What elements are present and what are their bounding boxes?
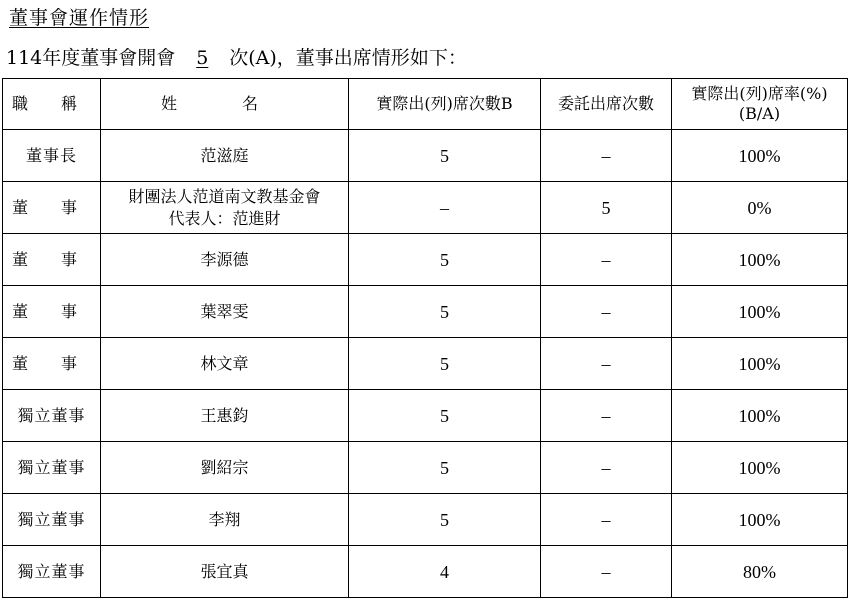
table-row <box>3 130 848 182</box>
cell-name <box>101 286 349 338</box>
cell-proxy-attendance: – <box>541 494 672 546</box>
cell-attendance-rate: 100% <box>672 390 848 442</box>
cell-name-line1: 王惠鈞 <box>200 405 249 425</box>
cell-title: 董事長 <box>3 130 101 182</box>
cell-attendance-rate: 0% <box>672 182 848 234</box>
table-row <box>3 286 848 338</box>
cell-proxy-attendance: – <box>541 442 672 494</box>
meeting-summary-suffix: 次(A)，董事出席情形如下： <box>229 47 467 69</box>
cell-actual-attendance: 4 <box>349 546 541 598</box>
cell-actual-attendance: 5 <box>349 390 541 442</box>
header-proxy-attendance: 委託出席次數 <box>541 79 672 130</box>
table-row <box>3 546 848 598</box>
table-row <box>3 390 848 442</box>
cell-proxy-attendance: – <box>541 546 672 598</box>
cell-name-line1: 葉翠雯 <box>200 301 249 321</box>
cell-actual-attendance: 5 <box>349 494 541 546</box>
cell-attendance-rate: 100% <box>672 494 848 546</box>
cell-proxy-attendance: – <box>541 130 672 182</box>
cell-name <box>101 546 349 598</box>
cell-proxy-attendance: – <box>541 338 672 390</box>
cell-attendance-rate: 80% <box>672 546 848 598</box>
cell-title: 獨立董事 <box>3 442 101 494</box>
cell-name <box>101 182 349 234</box>
cell-title: 董 事 <box>3 286 101 338</box>
meeting-count: 5 <box>196 47 209 69</box>
section-heading: 董事會運作情形 <box>9 7 150 29</box>
header-actual-attendance: 實際出(列)席次數B <box>349 79 541 130</box>
cell-actual-attendance: 5 <box>349 234 541 286</box>
cell-name-line1: 張宜真 <box>200 561 249 581</box>
cell-attendance-rate: 100% <box>672 286 848 338</box>
cell-name <box>101 442 349 494</box>
table-row <box>3 494 848 546</box>
cell-attendance-rate: 100% <box>672 130 848 182</box>
header-attendance-rate-line1: 實際出(列)席率(%) <box>691 84 828 103</box>
table-row <box>3 338 848 390</box>
table-row <box>3 182 848 234</box>
cell-actual-attendance: 5 <box>349 286 541 338</box>
cell-name-line1: 范滋庭 <box>200 145 249 165</box>
cell-title: 董 事 <box>3 182 101 234</box>
header-attendance-rate-line2: (B/A) <box>738 104 781 123</box>
cell-name <box>101 234 349 286</box>
table-row <box>3 234 848 286</box>
cell-name-line1: 李源德 <box>200 249 249 269</box>
cell-title: 董 事 <box>3 338 101 390</box>
cell-actual-attendance: – <box>349 182 541 234</box>
header-attendance-rate <box>672 79 848 130</box>
cell-proxy-attendance: 5 <box>541 182 672 234</box>
cell-title: 獨立董事 <box>3 494 101 546</box>
cell-name-line1: 財團法人范道南文教基金會 <box>128 186 321 206</box>
cell-attendance-rate: 100% <box>672 338 848 390</box>
cell-title: 董 事 <box>3 234 101 286</box>
attendance-table <box>2 78 848 598</box>
cell-name <box>101 390 349 442</box>
cell-name-line1: 林文章 <box>200 353 249 373</box>
cell-name-line1: 李翔 <box>208 509 241 529</box>
cell-name <box>101 130 349 182</box>
cell-proxy-attendance: – <box>541 286 672 338</box>
cell-attendance-rate: 100% <box>672 234 848 286</box>
header-name: 姓 名 <box>101 79 349 130</box>
cell-title: 獨立董事 <box>3 390 101 442</box>
cell-actual-attendance: 5 <box>349 130 541 182</box>
cell-proxy-attendance: – <box>541 234 672 286</box>
meeting-summary-prefix: 114年度董事會開會 <box>6 47 176 69</box>
cell-name-line1: 劉紹宗 <box>200 457 249 477</box>
header-title: 職 稱 <box>3 79 101 130</box>
table-header-row <box>3 79 848 130</box>
cell-proxy-attendance: – <box>541 390 672 442</box>
cell-actual-attendance: 5 <box>349 442 541 494</box>
cell-title: 獨立董事 <box>3 546 101 598</box>
cell-name <box>101 494 349 546</box>
cell-name <box>101 338 349 390</box>
table-row <box>3 442 848 494</box>
meeting-summary <box>6 45 467 71</box>
cell-attendance-rate: 100% <box>672 442 848 494</box>
cell-name-line2: 代表人：范進財 <box>168 208 281 228</box>
cell-actual-attendance: 5 <box>349 338 541 390</box>
